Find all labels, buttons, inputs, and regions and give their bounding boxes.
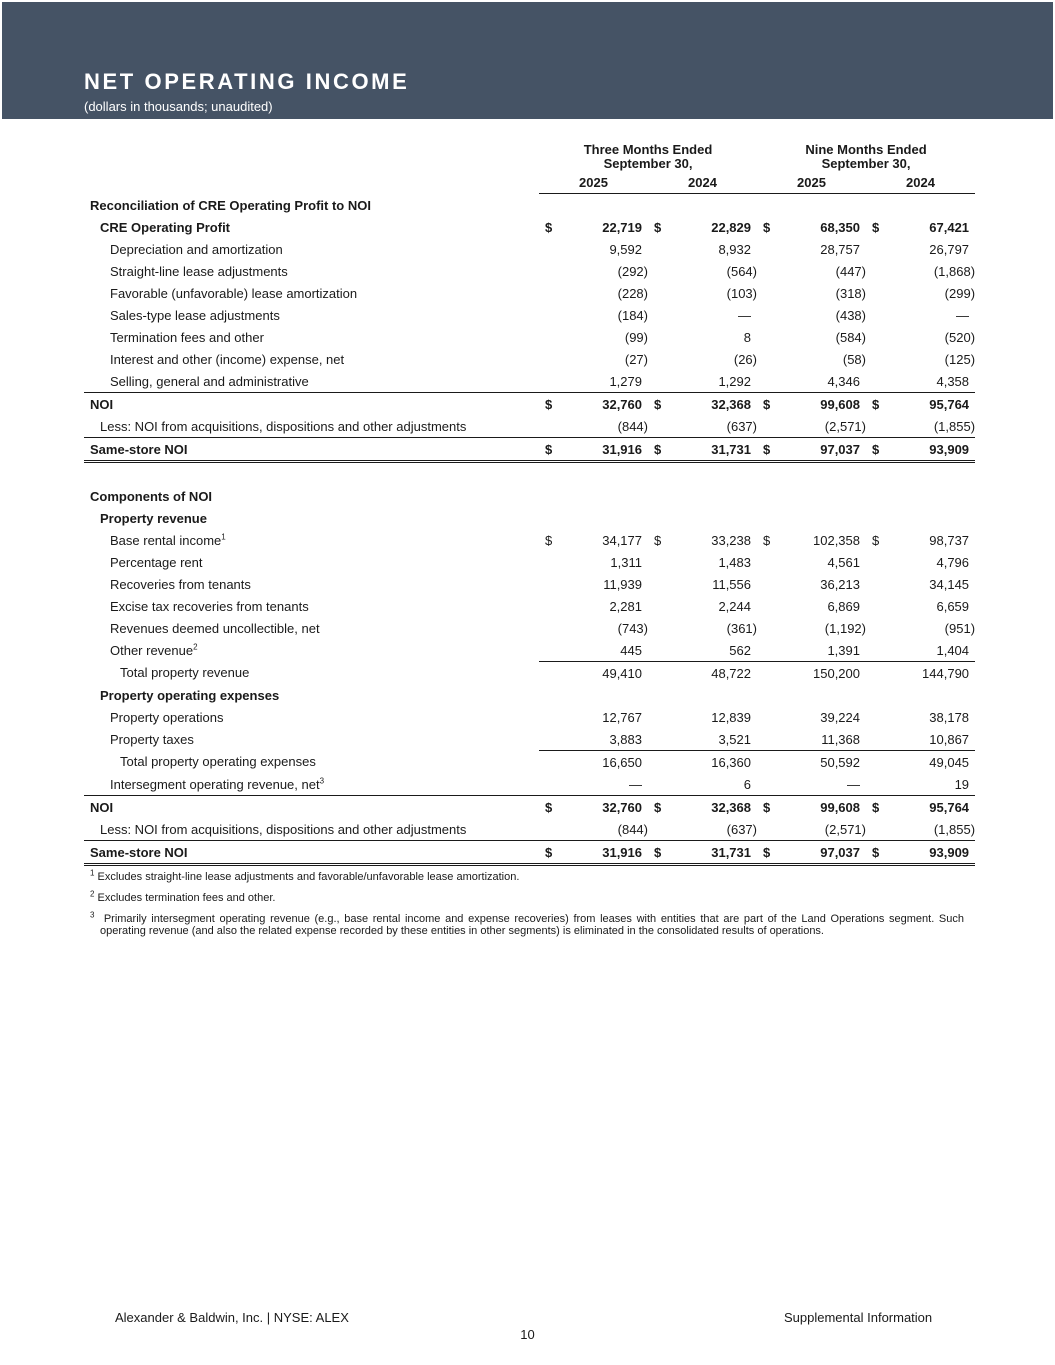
currency-symbol: $ — [648, 438, 663, 462]
currency-symbol — [757, 617, 772, 639]
currency-symbol — [539, 304, 554, 326]
row-label: Less: NOI from acquisitions, dispositions and other adjustments — [100, 821, 467, 837]
value-cell: 49,410 — [554, 662, 648, 685]
currency-symbol — [866, 639, 881, 662]
table-row — [84, 728, 975, 751]
value-cell: 3,521 — [718, 731, 751, 747]
currency-symbol — [539, 595, 554, 617]
row-label: Revenues deemed uncollectible, net — [110, 620, 320, 636]
row-label: Selling, general and administrative — [110, 373, 309, 389]
value-cell: 31,916 — [554, 438, 648, 462]
currency-symbol — [539, 348, 554, 370]
value-cell: 4,358 — [936, 373, 970, 389]
currency-symbol — [866, 304, 881, 326]
currency-symbol — [757, 282, 772, 304]
currency-symbol — [539, 818, 554, 841]
currency-symbol: $ — [539, 393, 554, 416]
currency-symbol — [648, 370, 663, 393]
table-row — [84, 551, 975, 573]
subheading: Property revenue — [100, 510, 207, 526]
currency-symbol — [866, 573, 881, 595]
header-row-groups — [84, 143, 975, 171]
value-cell: (844) — [617, 821, 648, 837]
footnote: $^2$ Excludes termination fees and other. — [90, 889, 276, 904]
value-cell: (103) — [726, 285, 757, 301]
table-row — [84, 238, 975, 260]
currency-symbol — [648, 773, 663, 796]
currency-symbol — [648, 260, 663, 282]
currency-symbol — [866, 773, 881, 796]
value-cell: 34,145 — [929, 576, 970, 592]
table-row — [84, 796, 975, 819]
value-cell: 48,722 — [663, 662, 757, 685]
reconciliation-heading: Reconciliation of CRE Operating Profit to NOI — [90, 197, 371, 213]
row-label: Same-store NOI — [84, 841, 539, 865]
row-label: Less: NOI from acquisitions, dispositions and other adjustments — [100, 418, 467, 434]
row-label: Termination fees and other — [110, 329, 264, 345]
subheading-row — [84, 684, 975, 706]
row-label: Other revenue$^2$ — [110, 642, 198, 658]
currency-symbol — [866, 662, 881, 685]
value-cell: — — [629, 776, 642, 792]
value-cell: (299) — [944, 285, 976, 301]
value-cell: 95,764 — [881, 393, 975, 416]
value-cell: 16,650 — [554, 751, 648, 774]
currency-symbol — [539, 773, 554, 796]
page-title: NET OPERATING INCOME — [84, 69, 410, 94]
footnote: $^1$ Excludes straight-line lease adjustments and favorable/unfavorable lease amortization. — [90, 868, 520, 883]
value-cell: (1,855) — [933, 418, 976, 434]
currency-symbol — [539, 415, 554, 438]
reconciliation-rows — [84, 216, 975, 462]
row-label: Property operations — [110, 709, 224, 725]
row-label: Property taxes — [110, 731, 194, 747]
row-label: Depreciation and amortization — [110, 241, 283, 257]
currency-symbol — [757, 595, 772, 617]
currency-symbol — [866, 326, 881, 348]
value-cell: 6,659 — [936, 598, 970, 614]
value-cell: (318) — [835, 285, 866, 301]
subheading: Property operating expenses — [100, 687, 280, 703]
currency-symbol: $ — [866, 393, 881, 416]
table-row — [84, 282, 975, 304]
value-cell: 8,932 — [718, 241, 751, 257]
value-cell: 32,760 — [554, 393, 648, 416]
value-cell: 150,200 — [772, 662, 866, 685]
value-cell: 22,719 — [602, 219, 642, 235]
currency-symbol — [757, 238, 772, 260]
value-cell: 6,869 — [827, 598, 860, 614]
subheading-row — [84, 507, 975, 529]
value-cell: 1,404 — [936, 642, 970, 658]
value-cell: 36,213 — [820, 576, 860, 592]
value-cell: 31,916 — [554, 841, 648, 865]
currency-symbol — [539, 370, 554, 393]
table-row — [84, 370, 975, 393]
table-row — [84, 326, 975, 348]
table-row — [84, 573, 975, 595]
row-label: Percentage rent — [110, 554, 203, 570]
row-label: Total property operating expenses — [120, 754, 316, 770]
currency-symbol: $ — [648, 841, 663, 865]
table-row — [84, 595, 975, 617]
currency-symbol — [866, 728, 881, 751]
row-label: Same-store NOI — [84, 438, 539, 462]
currency-symbol — [757, 304, 772, 326]
row-label: Total property revenue — [120, 665, 250, 681]
page-number: 10 — [520, 1327, 535, 1342]
currency-symbol — [648, 304, 663, 326]
table-row — [84, 818, 975, 841]
value-cell: 32,760 — [554, 796, 648, 819]
value-cell: (743) — [617, 620, 648, 636]
currency-symbol — [757, 370, 772, 393]
year-header: 2025 — [539, 171, 648, 194]
currency-symbol: $ — [866, 841, 881, 865]
currency-symbol — [866, 551, 881, 573]
value-cell: 102,358 — [813, 532, 860, 548]
value-cell: (438) — [835, 307, 866, 323]
currency-symbol: $ — [763, 219, 771, 235]
value-cell: 32,368 — [663, 393, 757, 416]
row-label: Intersegment operating revenue, net$^3$ — [110, 776, 325, 792]
table-row — [84, 393, 975, 416]
currency-symbol — [757, 706, 772, 728]
table-row — [84, 304, 975, 326]
currency-symbol — [648, 706, 663, 728]
currency-symbol — [866, 348, 881, 370]
value-cell: 4,346 — [827, 373, 860, 389]
value-cell: (2,571) — [824, 418, 866, 434]
section-heading-row — [84, 194, 975, 217]
currency-symbol: $ — [539, 841, 554, 865]
currency-symbol — [539, 326, 554, 348]
value-cell: 12,839 — [711, 709, 751, 725]
value-cell: 97,037 — [772, 438, 866, 462]
currency-symbol: $ — [757, 796, 772, 819]
currency-symbol — [539, 551, 554, 573]
row-label: Base rental income$^1$ — [110, 532, 226, 548]
table-row — [84, 415, 975, 438]
currency-symbol — [539, 617, 554, 639]
currency-symbol — [648, 551, 663, 573]
value-cell: 32,368 — [663, 796, 757, 819]
value-cell: 50,592 — [772, 751, 866, 774]
table-row — [84, 751, 975, 774]
value-cell: — — [847, 776, 860, 792]
value-cell: 2,244 — [718, 598, 751, 614]
value-cell: 8 — [743, 329, 751, 345]
footnotes — [90, 868, 964, 946]
noi-table — [84, 143, 975, 866]
currency-symbol — [648, 818, 663, 841]
value-cell: 4,561 — [827, 554, 860, 570]
currency-symbol — [539, 573, 554, 595]
value-cell: 3,883 — [609, 731, 642, 747]
currency-symbol — [539, 706, 554, 728]
value-cell: 98,737 — [929, 532, 970, 548]
currency-symbol — [539, 751, 554, 774]
table-row — [84, 438, 975, 462]
value-cell: 16,360 — [663, 751, 757, 774]
table-row — [84, 639, 975, 662]
currency-symbol — [648, 639, 663, 662]
currency-symbol: $ — [654, 532, 662, 548]
row-label: Excise tax recoveries from tenants — [110, 598, 309, 614]
value-cell: 97,037 — [772, 841, 866, 865]
currency-symbol — [866, 706, 881, 728]
currency-symbol — [866, 617, 881, 639]
value-cell: 39,224 — [820, 709, 860, 725]
currency-symbol: $ — [866, 796, 881, 819]
currency-symbol — [648, 728, 663, 751]
year-header: 2024 — [648, 171, 757, 194]
currency-symbol: $ — [539, 438, 554, 462]
value-cell: 31,731 — [663, 841, 757, 865]
value-cell: 6 — [743, 776, 751, 792]
value-cell: 95,764 — [881, 796, 975, 819]
currency-symbol — [866, 238, 881, 260]
spacer-body — [84, 462, 975, 508]
currency-symbol — [866, 282, 881, 304]
components-rows — [84, 507, 975, 865]
table-row — [84, 841, 975, 865]
table-row — [84, 773, 975, 796]
currency-symbol: $ — [757, 393, 772, 416]
value-cell: 93,909 — [881, 841, 975, 865]
value-cell: 9,592 — [609, 241, 642, 257]
value-cell: (58) — [842, 351, 866, 367]
page-subtitle: (dollars in thousands; unaudited) — [84, 99, 273, 114]
footer-label: Supplemental Information — [784, 1310, 933, 1325]
currency-symbol — [648, 595, 663, 617]
currency-symbol — [866, 751, 881, 774]
value-cell: (99) — [624, 329, 648, 345]
value-cell: 67,421 — [929, 219, 970, 235]
row-label: Recoveries from tenants — [110, 576, 251, 592]
row-label: CRE Operating Profit — [100, 219, 231, 235]
header-row-years — [84, 171, 975, 194]
currency-symbol — [866, 370, 881, 393]
value-cell: (844) — [617, 418, 648, 434]
table-row — [84, 216, 975, 238]
currency-symbol: $ — [872, 219, 880, 235]
year-header: 2025 — [757, 171, 866, 194]
value-cell: 22,829 — [711, 219, 751, 235]
value-cell: 4,796 — [936, 554, 970, 570]
table-row — [84, 348, 975, 370]
currency-symbol — [757, 348, 772, 370]
value-cell: (637) — [726, 821, 757, 837]
value-cell: (228) — [617, 285, 648, 301]
value-cell: 12,767 — [602, 709, 642, 725]
value-cell: — — [956, 307, 970, 323]
footnote: $^3$ Primarily intersegment operating revenue (e.g., base rental income and expense recoveries) from leases with entities that are part of the Land Operations segment. Such operating revenue (and also the related expense recorded by these entities in other segments) is eliminated in the consolidated results of operations. — [90, 910, 964, 937]
footer-company: Alexander & Baldwin, Inc. | NYSE: ALEX — [115, 1310, 349, 1325]
value-cell: (292) — [617, 263, 648, 279]
value-cell: (637) — [726, 418, 757, 434]
value-cell: 49,045 — [881, 751, 975, 774]
row-label: Favorable (unfavorable) lease amortization — [110, 285, 358, 301]
currency-symbol: $ — [757, 841, 772, 865]
currency-symbol — [757, 773, 772, 796]
currency-symbol: $ — [648, 393, 663, 416]
currency-symbol — [539, 662, 554, 685]
value-cell: (564) — [726, 263, 757, 279]
value-cell: 1,391 — [827, 642, 860, 658]
currency-symbol — [757, 662, 772, 685]
value-cell: 562 — [729, 642, 751, 658]
currency-symbol — [648, 326, 663, 348]
value-cell: 68,350 — [820, 219, 860, 235]
value-cell: 1,292 — [718, 373, 751, 389]
value-cell: (1,855) — [933, 821, 976, 837]
currency-symbol — [648, 662, 663, 685]
value-cell: (951) — [944, 620, 976, 636]
value-cell: 1,311 — [610, 554, 642, 570]
currency-symbol — [648, 282, 663, 304]
value-cell: 93,909 — [881, 438, 975, 462]
row-label: NOI — [84, 393, 539, 416]
currency-symbol — [757, 551, 772, 573]
value-cell: 445 — [620, 642, 642, 658]
currency-symbol — [539, 238, 554, 260]
currency-symbol: $ — [545, 532, 553, 548]
currency-symbol — [866, 595, 881, 617]
value-cell: (1,192) — [824, 620, 866, 636]
currency-symbol — [757, 326, 772, 348]
value-cell: 99,608 — [772, 796, 866, 819]
value-cell: 144,790 — [881, 662, 975, 685]
value-cell: 11,939 — [603, 576, 642, 592]
currency-symbol — [866, 260, 881, 282]
currency-symbol: $ — [654, 219, 662, 235]
currency-symbol: $ — [757, 438, 772, 462]
table-body — [84, 143, 975, 216]
value-cell: 2,281 — [609, 598, 642, 614]
value-cell: 26,797 — [929, 241, 970, 257]
table-row — [84, 260, 975, 282]
currency-symbol — [757, 818, 772, 841]
value-cell: (584) — [835, 329, 866, 345]
components-heading: Components of NOI — [90, 488, 213, 504]
value-cell: (27) — [624, 351, 648, 367]
value-cell: 1,279 — [609, 373, 642, 389]
value-cell: 10,867 — [929, 731, 970, 747]
currency-symbol — [757, 639, 772, 662]
currency-symbol — [648, 238, 663, 260]
value-cell: 11,368 — [821, 731, 860, 747]
three-months-header: Three Months Ended September 30, — [583, 142, 713, 171]
value-cell: 34,177 — [602, 532, 642, 548]
currency-symbol: $ — [872, 532, 880, 548]
value-cell: 33,238 — [711, 532, 751, 548]
year-header: 2024 — [866, 171, 975, 194]
currency-symbol — [757, 573, 772, 595]
value-cell: (125) — [944, 351, 976, 367]
value-cell: (1,868) — [933, 263, 976, 279]
value-cell: (520) — [944, 329, 976, 345]
value-cell: 99,608 — [772, 393, 866, 416]
value-cell: 28,757 — [820, 241, 860, 257]
currency-symbol: $ — [648, 796, 663, 819]
currency-symbol — [648, 348, 663, 370]
currency-symbol — [539, 728, 554, 751]
row-label: Straight-line lease adjustments — [110, 263, 288, 279]
section-heading-row — [84, 485, 975, 507]
row-label: Interest and other (income) expense, net — [110, 351, 345, 367]
currency-symbol — [539, 282, 554, 304]
currency-symbol — [539, 639, 554, 662]
table-row — [84, 617, 975, 639]
value-cell: 19 — [954, 776, 970, 792]
row-label: NOI — [84, 796, 539, 819]
table-row — [84, 662, 975, 685]
row-label: Sales-type lease adjustments — [110, 307, 280, 323]
currency-symbol — [757, 728, 772, 751]
value-cell: — — [738, 307, 751, 323]
value-cell: 31,731 — [663, 438, 757, 462]
currency-symbol — [648, 573, 663, 595]
table-row — [84, 529, 975, 551]
currency-symbol: $ — [866, 438, 881, 462]
value-cell: 1,483 — [718, 554, 751, 570]
currency-symbol — [648, 415, 663, 438]
value-cell: (26) — [733, 351, 757, 367]
value-cell: (361) — [726, 620, 757, 636]
currency-symbol — [757, 260, 772, 282]
nine-months-header: Nine Months Ended September 30, — [805, 142, 927, 171]
currency-symbol: $ — [545, 219, 553, 235]
currency-symbol — [757, 751, 772, 774]
value-cell: 11,556 — [712, 576, 751, 592]
value-cell: 38,178 — [929, 709, 970, 725]
value-cell: (447) — [835, 263, 866, 279]
currency-symbol — [866, 415, 881, 438]
currency-symbol — [757, 415, 772, 438]
value-cell: (2,571) — [824, 821, 866, 837]
currency-symbol: $ — [539, 796, 554, 819]
currency-symbol — [648, 617, 663, 639]
currency-symbol — [866, 818, 881, 841]
value-cell: (184) — [617, 307, 648, 323]
currency-symbol — [648, 751, 663, 774]
currency-symbol — [539, 260, 554, 282]
table-row — [84, 706, 975, 728]
currency-symbol: $ — [763, 532, 771, 548]
